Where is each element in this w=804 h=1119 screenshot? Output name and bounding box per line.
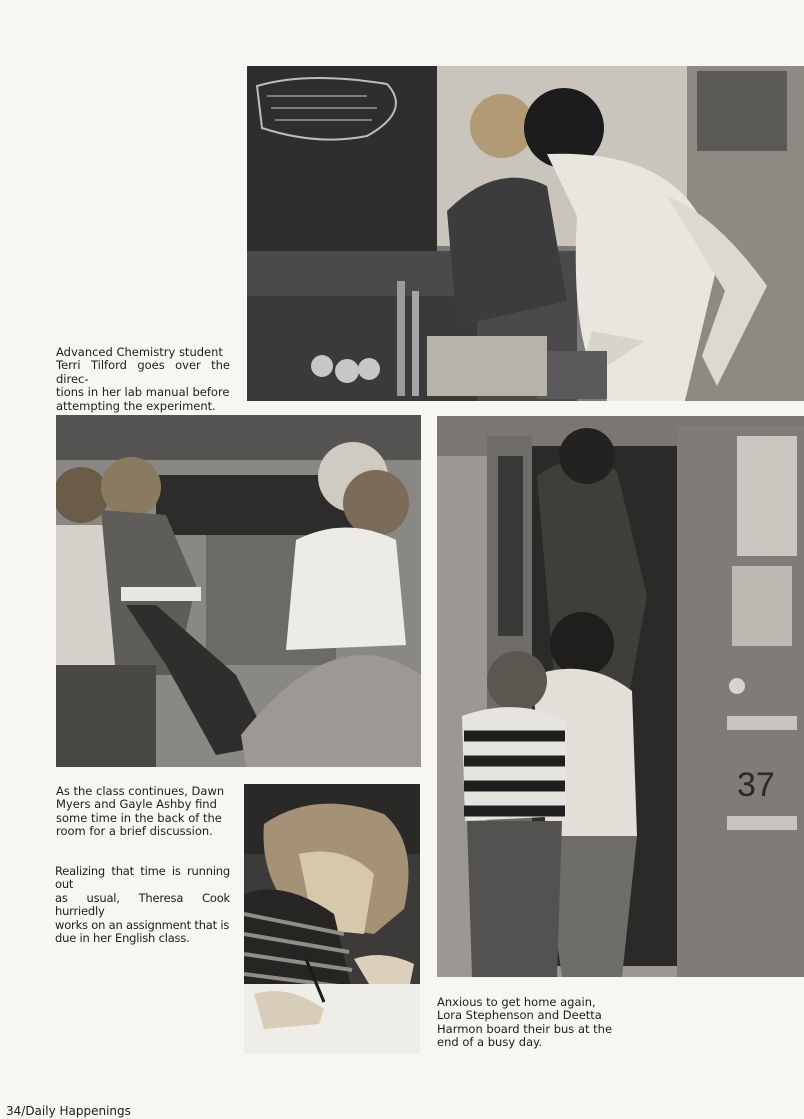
chemistry-photo-caption: Advanced Chemistry student Terri Tilford goes over the direc- tions in her lab manual before attempting the experiment. [56,345,230,413]
english-class-caption: Realizing that time is running out as usual, Theresa Cook hurriedly works on an assignment that is due in her English class. [55,864,230,946]
page-folio: 34/Daily Happenings [6,1104,131,1118]
classroom-discussion-photo [56,415,421,767]
bus-boarding-photo [437,416,804,977]
discussion-photo-caption: As the class continues, Dawn Myers and Gayle Ashby find some time in the back of the room for a brief discussion. [56,784,225,839]
bus-number: 37 [737,766,775,804]
chemistry-lab-photo [247,66,804,401]
student-writing-photo [244,784,420,1054]
bus-photo-caption: Anxious to get home again, Lora Stephenson and Deetta Harmon board their bus at the end of a busy day. [437,995,613,1050]
